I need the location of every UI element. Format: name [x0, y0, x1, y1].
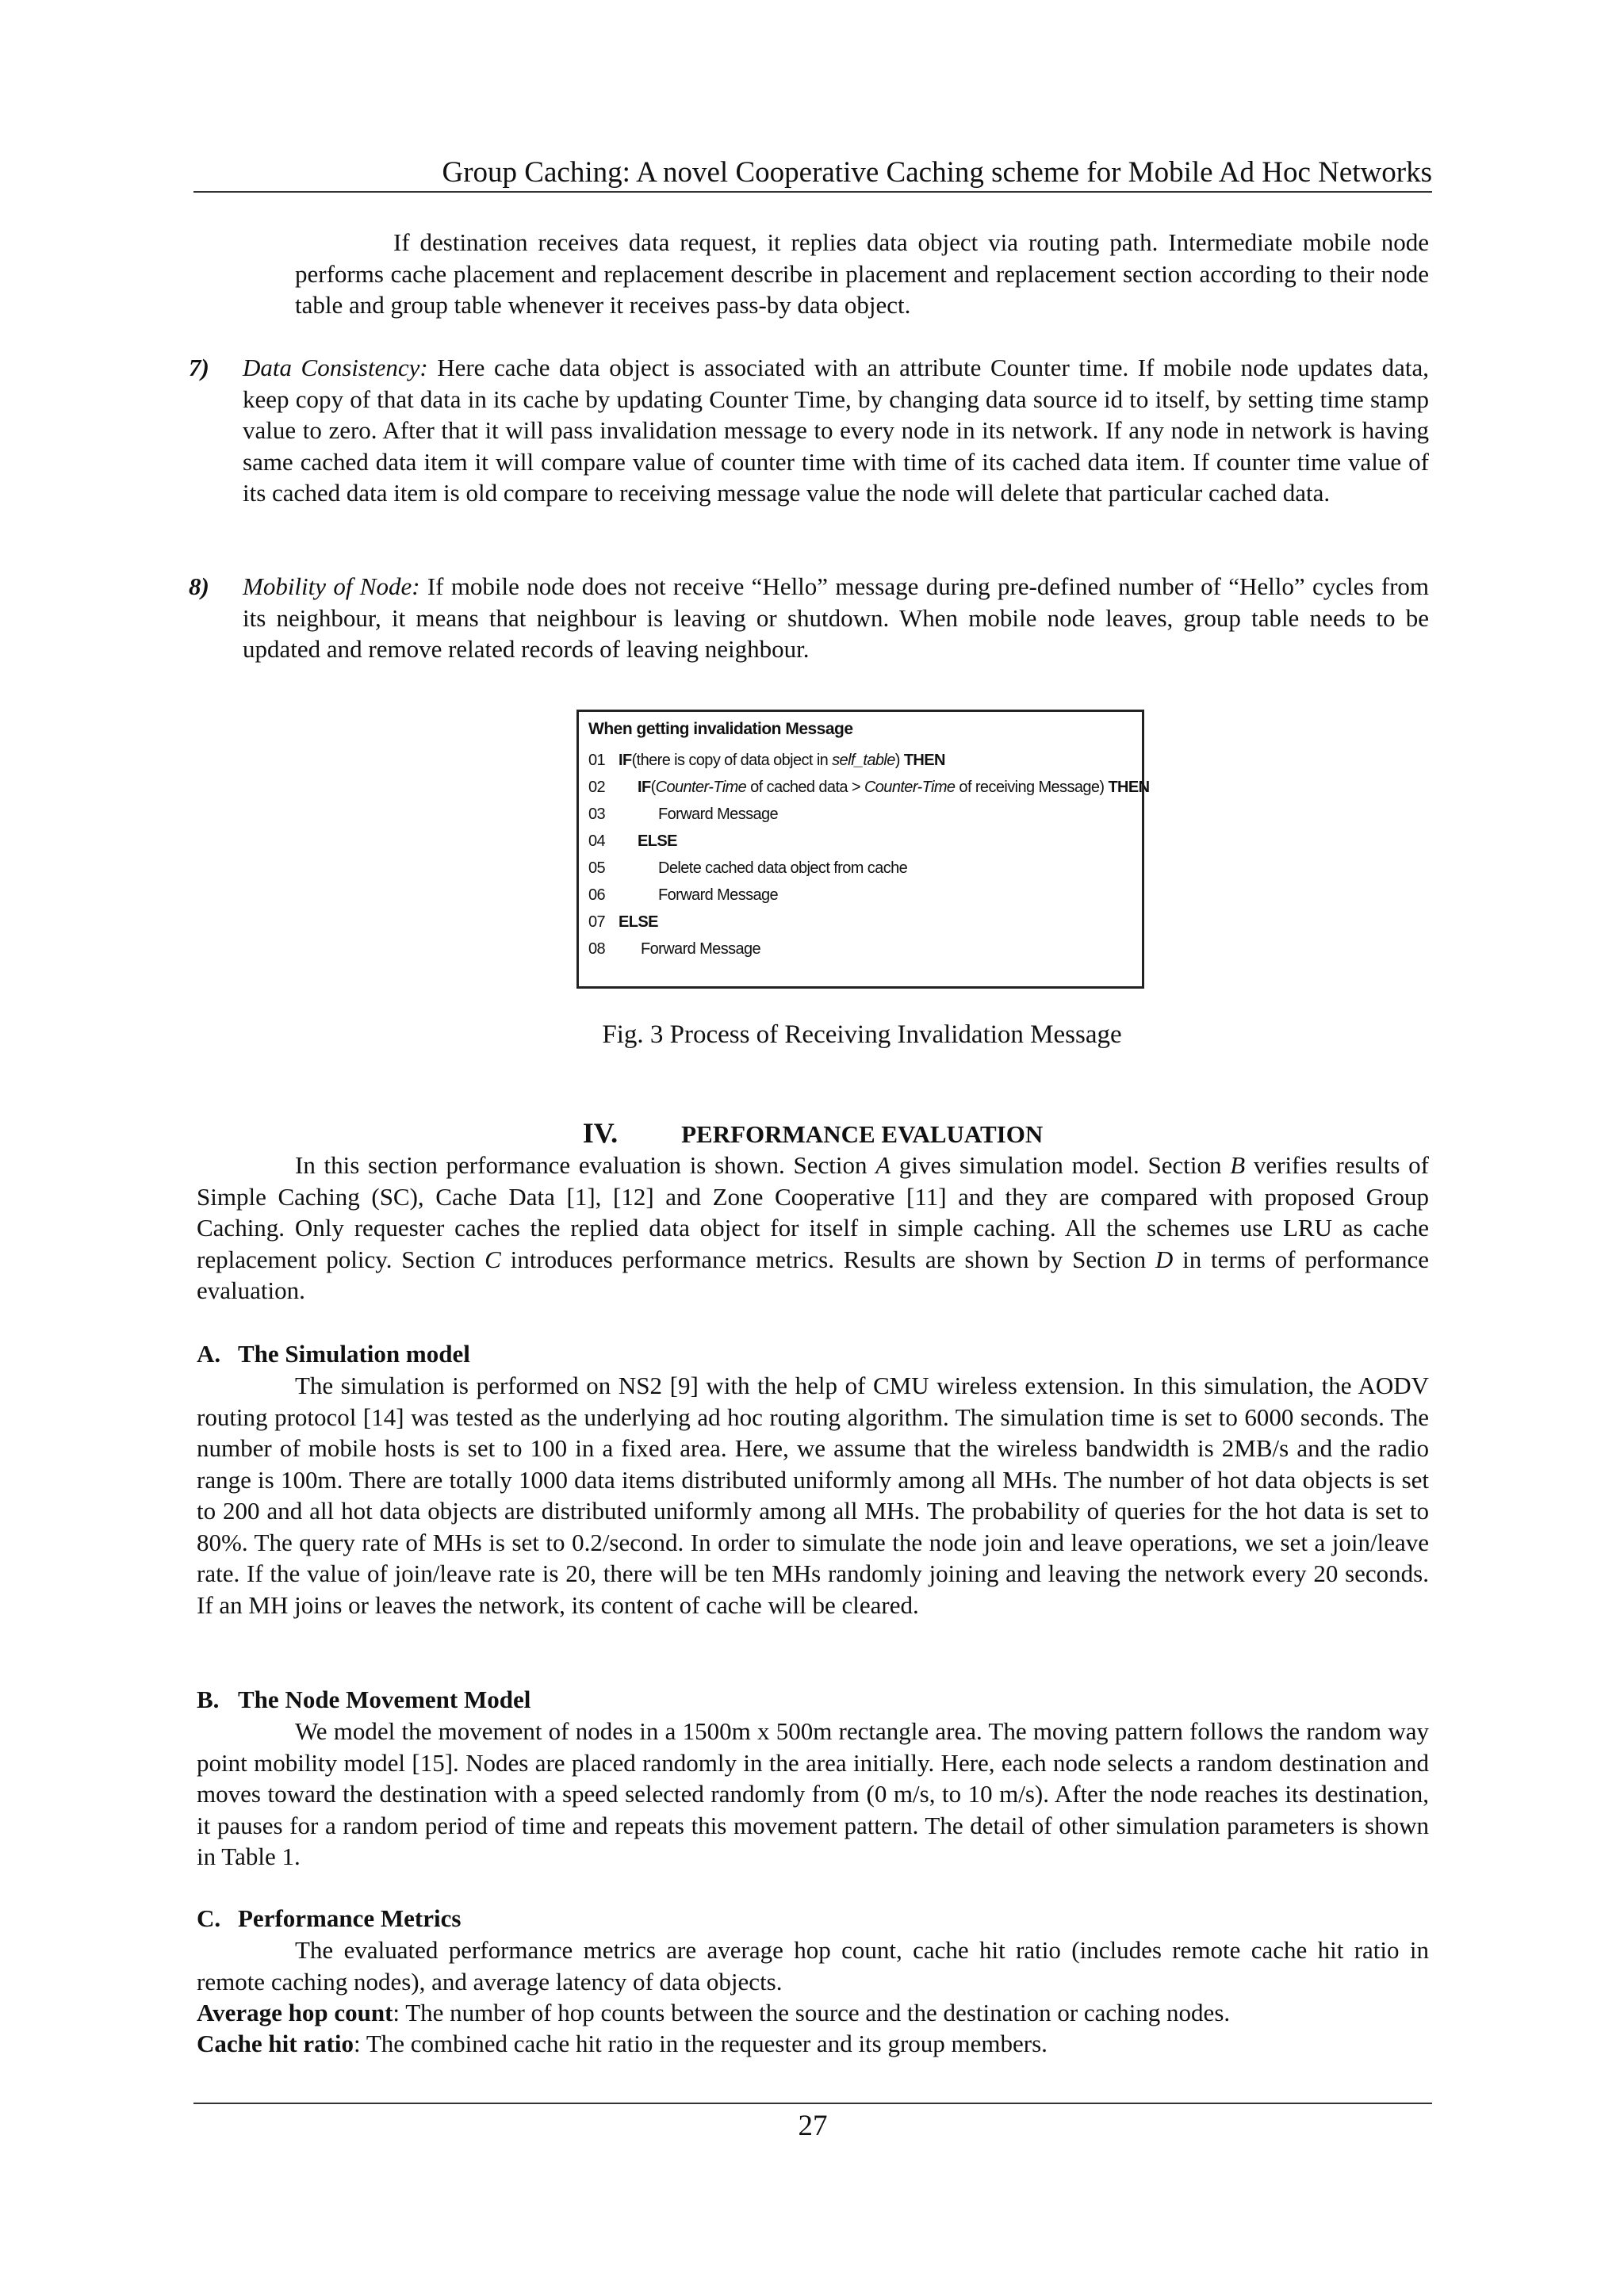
list-item-data-consistency	[189, 352, 1429, 509]
list-body: Here cache data object is associated with an attribute Counter time. If mobile node updates data, keep copy of that data in its cache by updating Counter Time, by changing data source id to itself, by setting time stamp value to zero. After that it will pass invalidation message to every node in its network. If any node in network is having same cached data item it will compare value of counter time with time of its cached data item. If counter time value of its cached data item is old compare to receiving message value the node will delete that particular cached data.	[243, 354, 1429, 507]
list-title: Mobility of Node:	[243, 572, 420, 600]
list-title: Data Consistency:	[243, 354, 428, 381]
section-numeral: IV.	[582, 1117, 619, 1149]
list-number: 8)	[189, 572, 209, 600]
footer-rule	[193, 2103, 1432, 2104]
algorithm-line: 01 IF(there is copy of data object in self_table) THEN	[588, 752, 945, 769]
section-title: PERFORMANCE EVALUATION	[681, 1120, 1044, 1148]
subsection-body-a: The simulation is performed on NS2 [9] with the help of CMU wireless extension. In this simulation, the AODV routing protocol [14] was tested as the underlying ad hoc routing algorithm. The simulation time is set to 6000 seconds. The number of mobile hosts is set to 100 in a fixed area. Here, we assume that the wireless bandwidth is 2MB/s and the radio range is 100m. There are totally 1000 data items distributed uniformly among all MHs. The number of hot data objects is set to 200 and all hot data objects are distributed uniformly among all MHs. The probability of queries for the hot data is set to 80%. The query rate of MHs is set to 0.2/second. In order to simulate the node join and leave operations, we set a join/leave rate. If the value of join/leave rate is 20, there will be ten MHs randomly joining and leaving the network every 20 seconds. If an MH joins or leaves the network, its content of cache will be cleared.	[197, 1372, 1429, 1619]
section-intro-paragraph: In this section performance evaluation is shown. Section A gives simulation model. Section B verifies results of Simple Caching (SC), Cache Data [1], [12] and Zone Cooperative [11] and they are compared with proposed Group Caching. Only requester caches the replied data object for itself in simple caching. All the schemes use LRU as cache replacement policy. Section C introduces performance metrics. Results are shown by Section D in terms of performance evaluation.	[197, 1151, 1429, 1304]
algorithm-line: 03 Forward Message	[588, 806, 779, 823]
subsection-heading-b: B. The Node Movement Model	[197, 1686, 531, 1713]
algorithm-title: When getting invalidation Message	[588, 720, 853, 738]
algorithm-line: 08 Forward Message	[588, 940, 761, 958]
algorithm-line: 06 Forward Message	[588, 886, 779, 904]
list-body: If mobile node does not receive “Hello” message during pre-defined number of “Hello” cycles from its neighbour, it means that neighbour is leaving or shutdown. When mobile node leaves, group table needs to be updated and remove related records of leaving neighbour.	[243, 572, 1430, 663]
algorithm-line: 04 ELSE	[588, 832, 677, 850]
algorithm-line: 07 ELSE	[588, 913, 658, 931]
intro-paragraph: If destination receives data request, it replies data object via routing path. Intermediate mobile node performs cache placement and replacement describe in placement and replacement section according to their node table and group table whenever it receives pass-by data object.	[295, 228, 1429, 319]
subsection-heading-c: C. Performance Metrics	[197, 1904, 462, 1932]
list-number: 7)	[189, 354, 209, 381]
list-item-mobility-of-node	[189, 571, 1430, 665]
metric-definition: Cache hit ratio: The combined cache hit ratio in the requester and its group members.	[197, 2030, 1048, 2057]
header-rule	[193, 191, 1432, 193]
section-heading	[193, 1116, 1432, 1151]
algorithm-line: 02 IF(Counter-Time of cached data > Counter-Time of receiving Message) THEN	[588, 779, 1150, 796]
running-head: Group Caching: A novel Cooperative Caching scheme for Mobile Ad Hoc Networks	[442, 156, 1432, 189]
metric-definition: Average hop count: The number of hop counts between the source and the destination or caching nodes.	[197, 1999, 1231, 2026]
subsection-body-b: We model the movement of nodes in a 1500m x 500m rectangle area. The moving pattern follows the random way point mobility model [15]. Nodes are placed randomly in the area initially. Here, each node selects a random destination and moves toward the destination with a speed selected randomly from (0 m/s, to 10 m/s). After the node reaches its destination, it pauses for a random period of time and repeats this movement pattern. The detail of other simulation parameters is shown in Table 1.	[197, 1717, 1429, 1870]
subsection-body-c: The evaluated performance metrics are average hop count, cache hit ratio (includes remote cache hit ratio in remote caching nodes), and average latency of data objects.	[197, 1936, 1429, 1996]
algorithm-line: 05 Delete cached data object from cache	[588, 859, 908, 877]
page-number: 27	[798, 2110, 828, 2142]
subsection-heading-a: A. The Simulation model	[197, 1340, 470, 1368]
figure-caption: Fig. 3 Process of Receiving Invalidation Message	[602, 1020, 1122, 1049]
algorithm-figure	[576, 710, 1150, 989]
